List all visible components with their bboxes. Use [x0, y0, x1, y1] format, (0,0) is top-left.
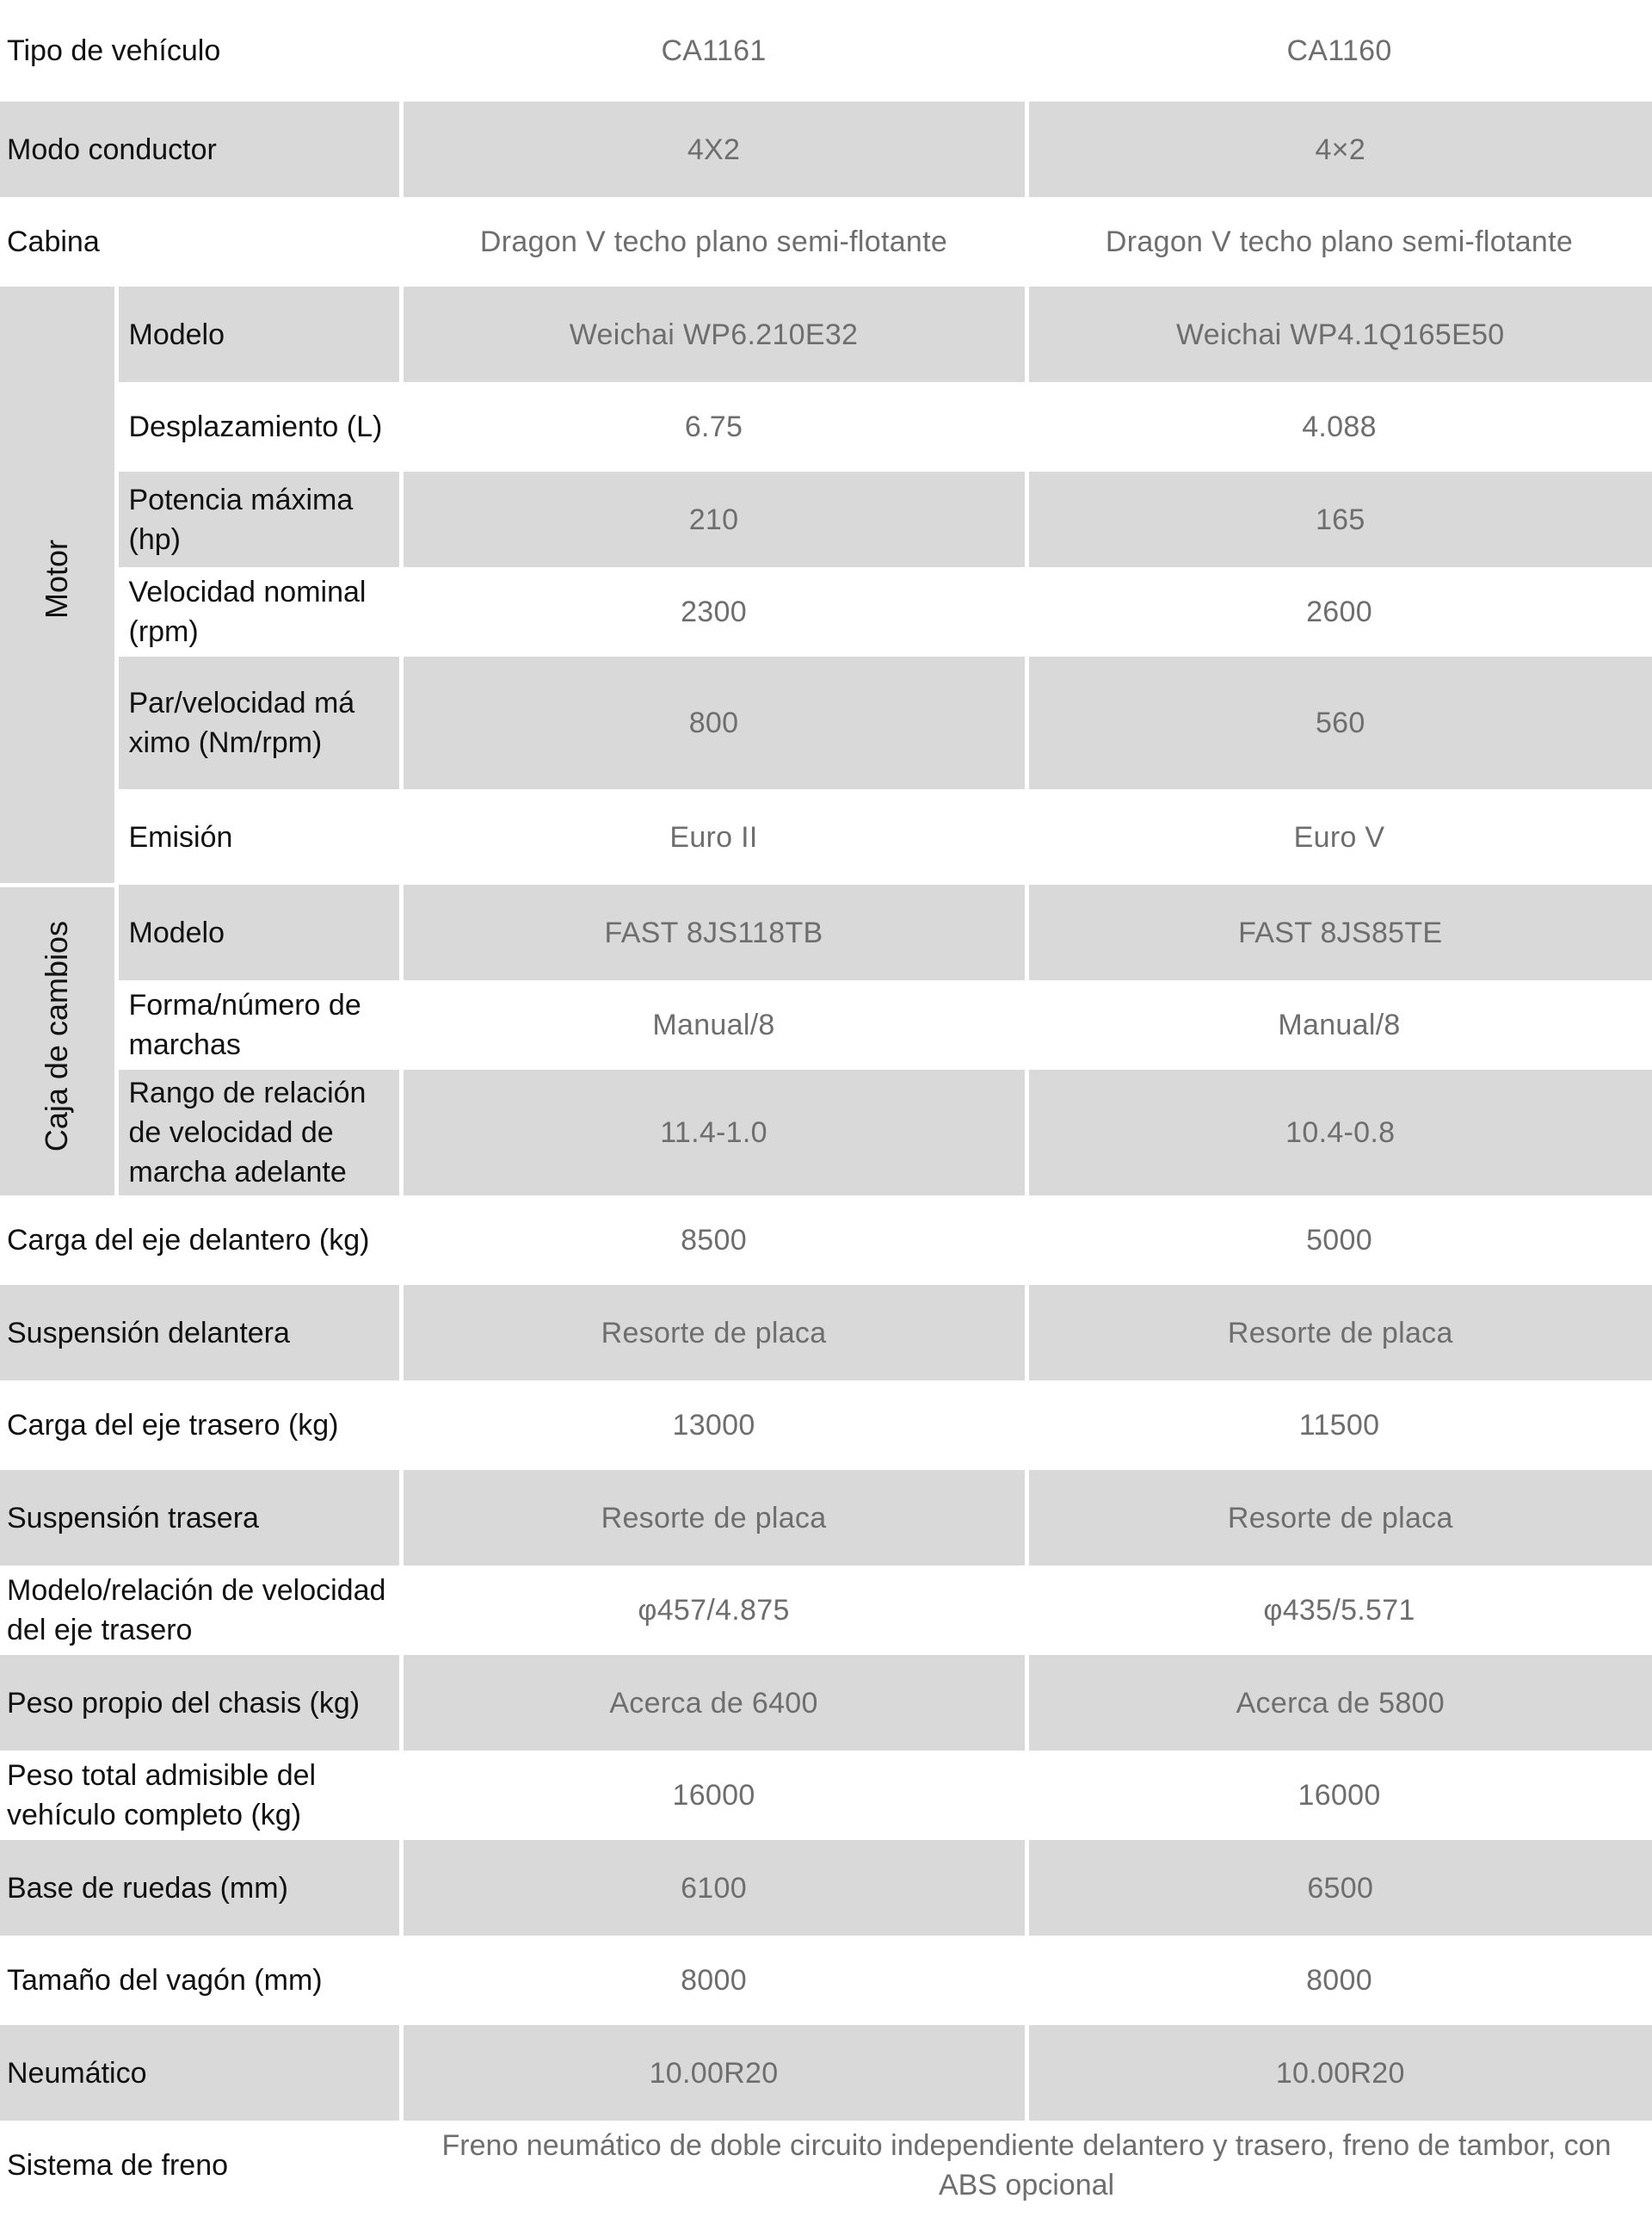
row-label: Sistema de freno — [0, 2121, 401, 2210]
row-label: Modelo/relación de velocidad del eje trasero — [0, 1565, 401, 1655]
row-label: Desplazamiento (L) — [116, 382, 401, 472]
table-row — [0, 2121, 1652, 2210]
row-value-1: 10.00R20 — [401, 2025, 1026, 2121]
row-value-2: Acerca de 5800 — [1026, 1655, 1652, 1751]
table-row — [0, 287, 1652, 382]
table-row — [0, 1565, 1652, 1655]
row-label: Base de ruedas (mm) — [0, 1840, 401, 1936]
table-row — [0, 472, 1652, 567]
table-row — [0, 1380, 1652, 1470]
row-value-2: 4×2 — [1026, 102, 1652, 197]
row-label: Potencia máxima (hp) — [116, 472, 401, 567]
row-label: Suspensión trasera — [0, 1470, 401, 1565]
row-value-2: 2600 — [1026, 567, 1652, 657]
row-value-2: 560 — [1026, 657, 1652, 789]
row-value-2: Resorte de placa — [1026, 1470, 1652, 1565]
row-label: Suspensión delantera — [0, 1285, 401, 1380]
row-value-1: 8000 — [401, 1936, 1026, 2025]
row-value-2: 165 — [1026, 472, 1652, 567]
row-value-2: 10.4-0.8 — [1026, 1070, 1652, 1195]
row-value-2: Manual/8 — [1026, 980, 1652, 1070]
row-label: Carga del eje delantero (kg) — [0, 1195, 401, 1285]
row-value-2: 8000 — [1026, 1936, 1652, 2025]
table-row — [0, 980, 1652, 1070]
row-value-1: 16000 — [401, 1751, 1026, 1840]
gearbox-group-label — [0, 885, 116, 1195]
table-row — [0, 1655, 1652, 1751]
row-label: Modo conductor — [0, 102, 401, 197]
table-row — [0, 1070, 1652, 1195]
table-row — [0, 657, 1652, 789]
table-row — [0, 1195, 1652, 1285]
row-value-2: FAST 8JS85TE — [1026, 885, 1652, 980]
row-value-1: Resorte de placa — [401, 1285, 1026, 1380]
table-row — [0, 567, 1652, 657]
row-label: Peso propio del chasis (kg) — [0, 1655, 401, 1751]
row-label: Velocidad nominal (rpm) — [116, 567, 401, 657]
row-value-1: FAST 8JS118TB — [401, 885, 1026, 980]
row-label: Emisión — [116, 789, 401, 885]
row-value-2: 11500 — [1026, 1380, 1652, 1470]
row-value-1: 8500 — [401, 1195, 1026, 1285]
row-value-1: 13000 — [401, 1380, 1026, 1470]
row-value-1: 11.4-1.0 — [401, 1070, 1026, 1195]
row-label: Cabina — [0, 197, 401, 287]
row-value-1: Weichai WP6.210E32 — [401, 287, 1026, 382]
table-row — [0, 197, 1652, 287]
row-value-2: Resorte de placa — [1026, 1285, 1652, 1380]
row-value-2: φ435/5.571 — [1026, 1565, 1652, 1655]
row-value-1: 6.75 — [401, 382, 1026, 472]
row-value-1: Acerca de 6400 — [401, 1655, 1026, 1751]
row-label: Par/velocidad má ximo (Nm/rpm) — [116, 657, 401, 789]
row-value-1: Manual/8 — [401, 980, 1026, 1070]
table-row — [0, 1936, 1652, 2025]
table-row — [0, 382, 1652, 472]
row-value-1: Dragon V techo plano semi-flotante — [401, 197, 1026, 287]
table-row — [0, 1285, 1652, 1380]
table-row — [0, 1751, 1652, 1840]
motor-group-label — [0, 287, 116, 885]
table-row — [0, 1840, 1652, 1936]
brake-system-value: Freno neumático de doble circuito independiente delantero y trasero, freno de tambor, con ABS opcional — [401, 2121, 1652, 2210]
row-value-1: Euro II — [401, 789, 1026, 885]
row-value-1: 4X2 — [401, 102, 1026, 197]
row-label: Modelo — [116, 287, 401, 382]
header-row — [0, 0, 1652, 102]
table-row — [0, 789, 1652, 885]
row-label: Carga del eje trasero (kg) — [0, 1380, 401, 1470]
row-value-2: Weichai WP4.1Q165E50 — [1026, 287, 1652, 382]
row-label: Tamaño del vagón (mm) — [0, 1936, 401, 2025]
row-value-1: 2300 — [401, 567, 1026, 657]
motor-group-text: Motor — [39, 540, 75, 620]
row-value-2: 16000 — [1026, 1751, 1652, 1840]
row-value-2: 5000 — [1026, 1195, 1652, 1285]
header-label: Tipo de vehículo — [0, 0, 401, 102]
table-row — [0, 1470, 1652, 1565]
row-value-2: Dragon V techo plano semi-flotante — [1026, 197, 1652, 287]
row-value-2: 4.088 — [1026, 382, 1652, 472]
table-row — [0, 885, 1652, 980]
row-label: Forma/número de marchas — [116, 980, 401, 1070]
table-row — [0, 2025, 1652, 2121]
model-column-2: CA1160 — [1026, 0, 1652, 102]
row-value-1: 800 — [401, 657, 1026, 789]
row-label: Modelo — [116, 885, 401, 980]
table-row — [0, 102, 1652, 197]
row-label: Rango de relación de velocidad de marcha adelante — [116, 1070, 401, 1195]
row-value-2: 10.00R20 — [1026, 2025, 1652, 2121]
model-column-1: CA1161 — [401, 0, 1026, 102]
row-label: Peso total admisible del vehículo completo (kg) — [0, 1751, 401, 1840]
row-value-1: 6100 — [401, 1840, 1026, 1936]
row-value-1: φ457/4.875 — [401, 1565, 1026, 1655]
gearbox-group-text: Caja de cambios — [39, 920, 75, 1152]
row-value-1: Resorte de placa — [401, 1470, 1026, 1565]
row-label: Neumático — [0, 2025, 401, 2121]
row-value-2: Euro V — [1026, 789, 1652, 885]
row-value-1: 210 — [401, 472, 1026, 567]
row-value-2: 6500 — [1026, 1840, 1652, 1936]
